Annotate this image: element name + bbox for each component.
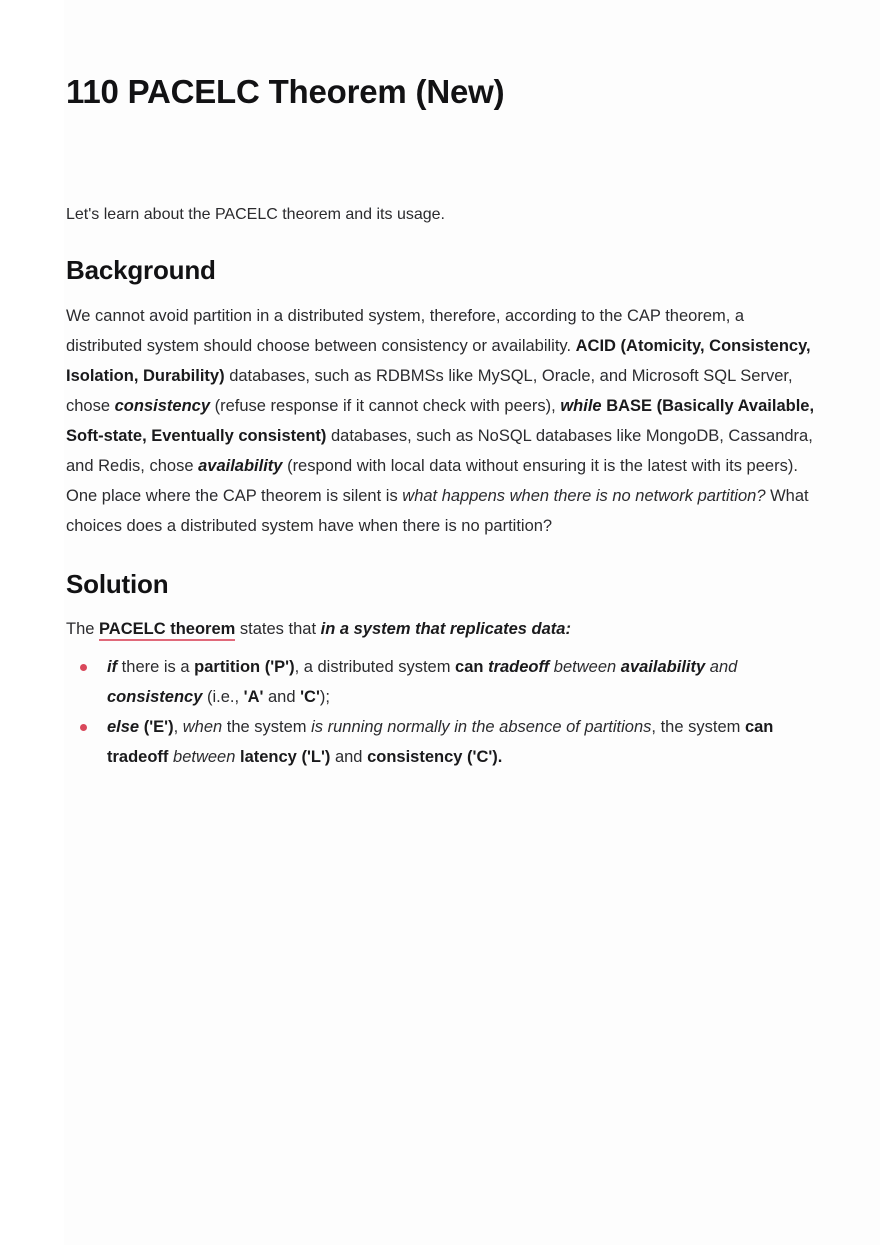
- b2-text-2: ,: [173, 718, 183, 737]
- b1-text-1: there is a: [117, 658, 195, 677]
- b1-emph-if: if: [107, 658, 118, 677]
- bg-p2-text-1: One place where the CAP theorem is silent is: [66, 486, 403, 505]
- section-heading-solution: Solution: [66, 568, 169, 599]
- b2-bold-latency: latency ('L'): [240, 748, 331, 767]
- b1-emph-tradeoff: tradeoff: [488, 658, 550, 677]
- list-item: [66, 652, 822, 712]
- b2-italic-between: between: [173, 748, 236, 767]
- b1-italic-and: and: [709, 658, 738, 677]
- section-heading-background: Background: [66, 255, 216, 286]
- bg-p1-emph-availability: availability: [198, 456, 283, 475]
- background-paragraph-1: [66, 287, 818, 481]
- b1-bold-partition: partition ('P'): [194, 658, 295, 677]
- background-paragraph-2: [66, 481, 818, 541]
- bg-p1-text-6: (respond with local data without ensuring it is the latest with its peers).: [282, 456, 798, 475]
- b1-bold-c: 'C': [300, 688, 320, 707]
- pacelc-theorem-link[interactable]: PACELC theorem: [99, 620, 235, 641]
- b2-italic-running-normally: is running normally in the absence of partitions: [311, 718, 652, 737]
- intro-text: Let's learn about the PACELC theorem and its usage.: [66, 205, 445, 223]
- b1-emph-consistency: consistency: [107, 688, 203, 707]
- b2-bold-e: ('E'): [143, 718, 174, 737]
- content-panel: [64, 0, 880, 1245]
- b2-bold-consistency: consistency ('C').: [367, 748, 503, 767]
- b1-text-2: , a distributed system: [294, 658, 456, 677]
- b2-italic-when: when: [182, 718, 223, 737]
- bg-p1-bold-base: BASE (Basically Available, Soft-state, Eventually consistent): [66, 396, 815, 445]
- b1-bold-can: can: [455, 658, 489, 677]
- bg-p1-text-5: databases, such as NoSQL databases like MongoDB, Cassandra, and Redis, chose: [66, 426, 813, 475]
- sol-lead-text-2: states that: [235, 620, 321, 639]
- solution-lead-in: [66, 600, 818, 644]
- bg-p2-text-2: What choices does a distributed system have when there is no partition?: [66, 486, 809, 535]
- solution-bullet-list: [66, 644, 822, 772]
- b1-text-9: );: [319, 688, 330, 707]
- bg-p1-text-2: databases, such as RDBMSs like MySQL, Oracle, and Microsoft SQL Server, chose: [66, 366, 793, 415]
- bg-p1-bold-acid: ACID (Atomicity, Consistency, Isolation, Durability): [66, 336, 811, 385]
- b1-emph-availability: availability: [620, 658, 706, 677]
- b1-text-8: and: [263, 688, 301, 707]
- b2-text-7: and: [330, 748, 368, 767]
- bg-p1-emph-while: while: [560, 396, 602, 415]
- b2-emph-else: else: [107, 718, 140, 737]
- sol-lead-text-1: The: [66, 620, 100, 639]
- b1-bold-a: 'A': [243, 688, 264, 707]
- bg-p1-text-3: (refuse response if it cannot check with peers),: [210, 396, 561, 415]
- b1-italic-between: between: [553, 658, 617, 677]
- b2-bold-can-tradeoff: can tradeoff: [107, 718, 774, 767]
- bg-p2-italic-question: what happens when there is no network partition?: [402, 486, 766, 505]
- page-title: 110 PACELC Theorem (New): [66, 73, 505, 110]
- content-column: [66, 0, 822, 772]
- b1-text-7: (i.e.,: [202, 688, 244, 707]
- sol-lead-emph: in a system that replicates data:: [320, 620, 571, 639]
- list-item: [66, 712, 822, 772]
- b2-text-3: the system: [222, 718, 312, 737]
- bg-p1-emph-consistency: consistency: [114, 396, 210, 415]
- bg-p1-text-1: We cannot avoid partition in a distributed system, therefore, according to the CAP theorem, a distributed system should choose between consistency or availability.: [66, 306, 745, 355]
- b2-text-4: , the system: [651, 718, 745, 737]
